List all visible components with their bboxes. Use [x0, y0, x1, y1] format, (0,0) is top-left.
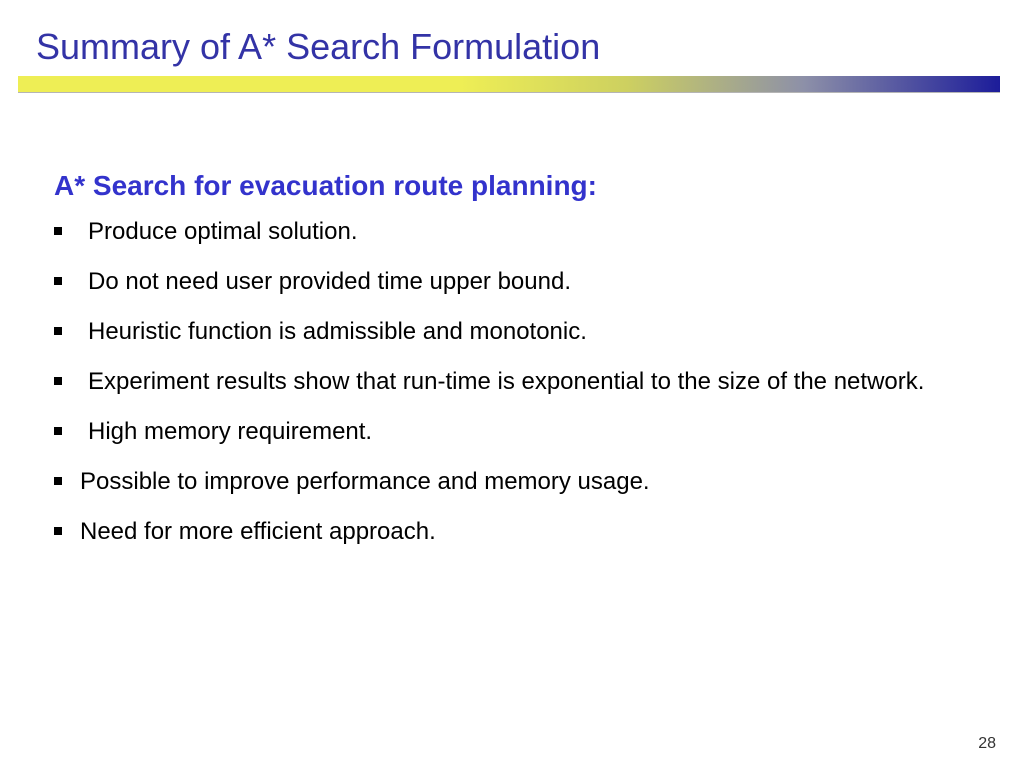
bullet-item	[54, 514, 954, 550]
square-bullet-icon	[54, 327, 62, 335]
bullet-list	[54, 214, 954, 550]
square-bullet-icon	[54, 427, 62, 435]
bullet-text: Heuristic function is admissible and monotonic.	[88, 318, 587, 345]
page-number: 28	[978, 735, 996, 752]
bullet-item	[54, 264, 954, 300]
bullet-text: Experiment results show that run-time is exponential to the size of the network.	[88, 368, 925, 395]
bullet-text: Produce optimal solution.	[88, 218, 358, 245]
bullet-text: Need for more efficient approach.	[80, 518, 436, 545]
bullet-item	[54, 314, 954, 350]
square-bullet-icon	[54, 227, 62, 235]
square-bullet-icon	[54, 527, 62, 535]
bullet-item	[54, 364, 954, 400]
square-bullet-icon	[54, 277, 62, 285]
square-bullet-icon	[54, 377, 62, 385]
section-heading: A* Search for evacuation route planning:	[54, 170, 597, 201]
bullet-item	[54, 214, 954, 250]
slide-title: Summary of A* Search Formulation	[36, 26, 601, 67]
bullet-item	[54, 414, 954, 450]
bullet-text: High memory requirement.	[88, 418, 373, 445]
bullet-item	[54, 464, 954, 500]
square-bullet-icon	[54, 477, 62, 485]
slide-body	[54, 166, 954, 550]
title-divider	[18, 76, 1000, 93]
bullet-text: Do not need user provided time upper bound.	[88, 268, 571, 295]
bullet-text: Possible to improve performance and memory usage.	[80, 468, 650, 495]
